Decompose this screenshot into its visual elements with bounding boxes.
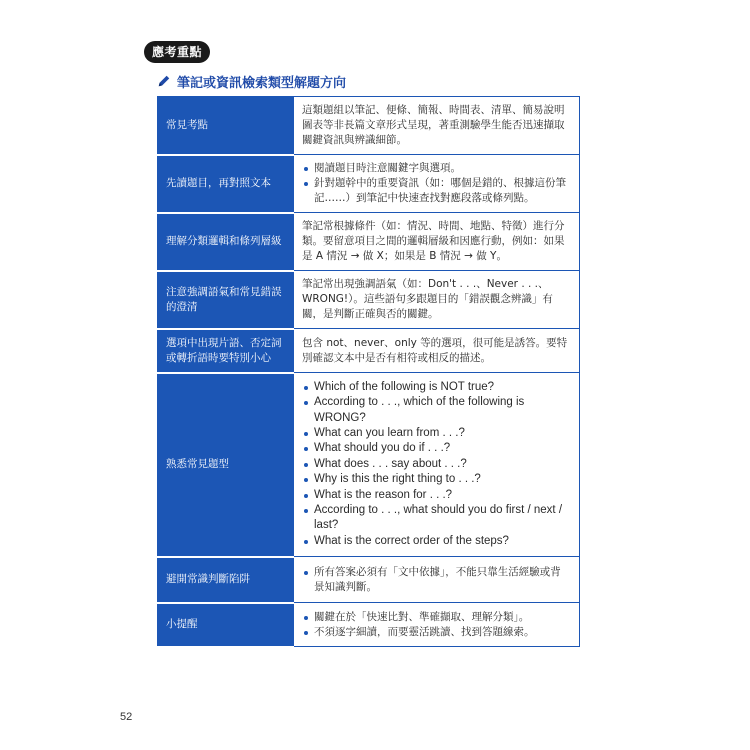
list-item: 針對題幹中的重要資訊（如：哪個是錯的、根據這份筆記……）到筆記中快速查找對應段落或條列點。 xyxy=(302,176,571,206)
table-row xyxy=(158,271,580,329)
row-label: 注意強調語氣和常見錯誤的澄清 xyxy=(158,271,294,329)
table-row xyxy=(158,155,580,213)
tips-table xyxy=(157,96,580,648)
list-item: What can you learn from . . .? xyxy=(302,426,571,441)
table-row xyxy=(158,373,580,557)
pencil-icon xyxy=(157,74,171,88)
row-content: 筆記常根據條件（如：情況、時間、地點、特徵）進行分類。要留意項目之間的邏輯層級和因應行動，例如：如果是 A 情況 → 做 X；如果是 B 情況 → 做 Y。 xyxy=(294,213,580,271)
table-row xyxy=(158,603,580,647)
list-item: Why is this the right thing to . . .? xyxy=(302,472,571,487)
list-item: According to . . ., what should you do first / next / last? xyxy=(302,503,571,534)
list-item: What does . . . say about . . .? xyxy=(302,457,571,472)
row-label: 選項中出現片語、否定詞或轉折語時要特別小心 xyxy=(158,329,294,373)
row-content xyxy=(294,557,580,603)
list-item: 閱讀題目時注意關鍵字與選項。 xyxy=(302,161,571,176)
list-item: Which of the following is NOT true? xyxy=(302,380,571,395)
row-label: 先讀題目，再對照文本 xyxy=(158,155,294,213)
list-item: What is the reason for . . .? xyxy=(302,488,571,503)
list-item: 關鍵在於「快速比對、準確擷取、理解分類」。 xyxy=(302,610,571,625)
table-row xyxy=(158,329,580,373)
section-heading xyxy=(157,71,346,91)
list-item: 所有答案必須有「文中依據」，不能只靠生活經驗或背景知識判斷。 xyxy=(302,565,571,595)
row-content xyxy=(294,603,580,647)
row-content: 筆記常出現強調語氣（如：Don't . . .、Never . . .、WRONG!）。這些語句多跟題目的「錯誤觀念辨識」有關，是判斷正確與否的關鍵。 xyxy=(294,271,580,329)
table-row xyxy=(158,213,580,271)
page-number: 52 xyxy=(120,711,133,723)
section-tag: 應考重點 xyxy=(144,41,210,63)
row-label: 熟悉常見題型 xyxy=(158,373,294,557)
list-item: According to . . ., which of the following is WRONG? xyxy=(302,395,571,426)
row-content xyxy=(294,155,580,213)
list-item: 不須逐字細讀，而要靈活跳讀、找到答題線索。 xyxy=(302,625,571,640)
row-content xyxy=(294,373,580,557)
row-label: 小提醒 xyxy=(158,603,294,647)
row-label: 常見考點 xyxy=(158,97,294,155)
table-row xyxy=(158,97,580,155)
table-row xyxy=(158,557,580,603)
list-item: What is the correct order of the steps? xyxy=(302,534,571,549)
list-item: What should you do if . . .? xyxy=(302,441,571,456)
row-label: 避開常識判斷陷阱 xyxy=(158,557,294,603)
row-content: 包含 not、never、only 等的選項，很可能是誘答。要特別確認文本中是否有相符或相反的描述。 xyxy=(294,329,580,373)
row-content: 這類題組以筆記、便條、簡報、時間表、清單、簡易說明圖表等非長篇文章形式呈現，著重測驗學生能否迅速擷取關鍵資訊與辨識細節。 xyxy=(294,97,580,155)
heading-text: 筆記或資訊檢索類型解題方向 xyxy=(177,75,347,91)
row-label: 理解分類邏輯和條列層級 xyxy=(158,213,294,271)
